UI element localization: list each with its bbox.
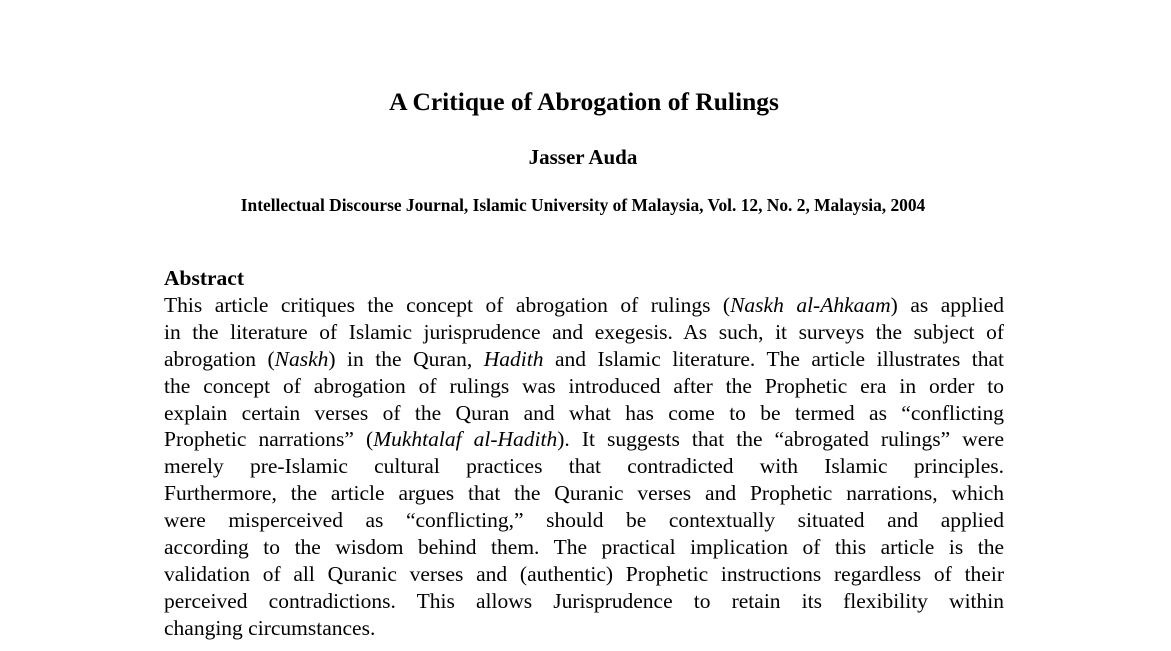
abstract-line: [164, 588, 1004, 615]
abstract-line: [164, 480, 1004, 507]
abstract-line: [164, 373, 1004, 400]
abstract-text: perceived contradictions. This allows Jurisprudence to retain its flexibility within: [164, 588, 1004, 613]
abstract-italic-term: Naskh: [274, 346, 329, 371]
abstract-line: [164, 561, 1004, 588]
abstract-line: [164, 534, 1004, 561]
abstract-text: and Islamic literature. The article illustrates that: [543, 346, 1004, 371]
abstract-text: in the literature of Islamic jurisprudence and exegesis. As such, it surveys the subject of: [164, 319, 1004, 344]
abstract-text: Prophetic narrations” (: [164, 427, 374, 452]
abstract-line: [164, 292, 1004, 319]
abstract-text: ). It suggests that the “abrogated rulings” were: [557, 427, 1004, 452]
abstract-line: [164, 426, 1004, 453]
abstract-line: [164, 400, 1004, 427]
abstract-body: [164, 292, 1004, 642]
abstract-line: [164, 507, 1004, 534]
abstract-text: validation of all Quranic verses and (authentic) Prophetic instructions regardless of their: [164, 561, 1004, 586]
author-name: Jasser Auda: [528, 145, 638, 169]
abstract-text: explain certain verses of the Quran and what has come to be termed as “conflicting: [164, 400, 1004, 425]
abstract-text: Furthermore, the article argues that the Quranic verses and Prophetic narrations, which: [164, 481, 1004, 506]
abstract-text: changing circumstances.: [164, 615, 376, 640]
abstract-italic-term: Mukhtalaf al-Hadith: [373, 427, 558, 452]
abstract-line: [164, 346, 1004, 373]
abstract-text: abrogation (: [164, 346, 275, 371]
abstract-text: ) as applied: [890, 293, 1004, 317]
abstract-text: ) in the Quran,: [328, 346, 484, 371]
abstract-line: [164, 615, 1004, 642]
abstract-text: merely pre-Islamic cultural practices that contradicted with Islamic principles.: [164, 454, 1004, 479]
abstract-text: according to the wisdom behind them. The practical implication of this article is the: [164, 535, 1004, 560]
paper-title: A Critique of Abrogation of Rulings: [389, 87, 779, 116]
abstract-text: the concept of abrogation of rulings was introduced after the Prophetic era in order to: [164, 373, 1004, 398]
abstract-text: This article critiques the concept of abrogation of rulings (: [164, 293, 731, 317]
abstract-italic-term: Naskh al-Ahkaam: [730, 293, 891, 317]
abstract-text: were misperceived as “conflicting,” should be contextually situated and applied: [164, 508, 1004, 533]
abstract-line: [164, 453, 1004, 480]
journal-citation: Intellectual Discourse Journal, Islamic University of Malaysia, Vol. 12, No. 2, Malaysia, 2004: [240, 195, 926, 215]
abstract-line: [164, 319, 1004, 346]
abstract-italic-term: Hadith: [483, 346, 544, 371]
abstract-heading: Abstract: [164, 266, 245, 290]
